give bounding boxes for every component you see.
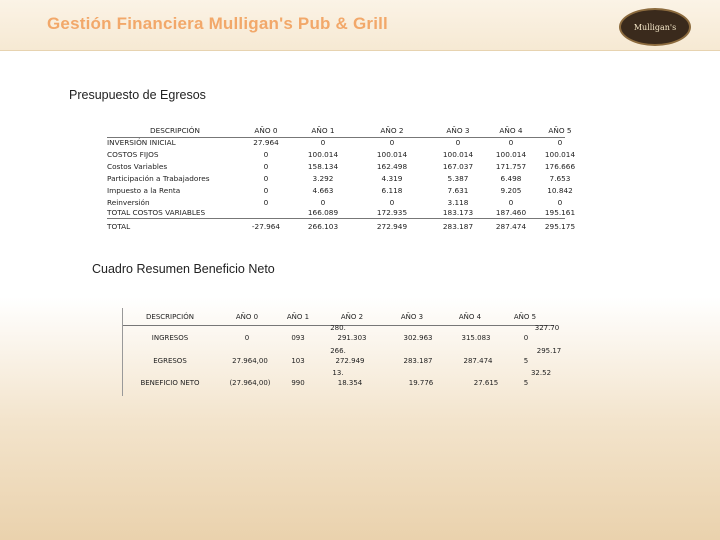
table-cell: 7.653 — [549, 174, 571, 183]
table-cell: 100.014 — [495, 150, 527, 159]
col-ano-4: AÑO 4 — [499, 126, 523, 135]
table-cell: 4.319 — [381, 174, 403, 183]
table-cell: 167.037 — [442, 162, 474, 171]
table-cell: 272.949 — [335, 357, 365, 365]
table-cell: 171.757 — [495, 162, 527, 171]
table-cell: 0 — [263, 162, 269, 171]
table-cell: 266.103 — [307, 222, 339, 231]
table-cell: 13. — [332, 369, 344, 377]
table-cell: 0 — [263, 174, 269, 183]
col-ano-3: AÑO 3 — [400, 313, 424, 321]
row-label: Participación a Trabajadores — [107, 174, 210, 183]
table-cell: 27.964,00 — [232, 357, 268, 365]
row-label: COSTOS FIJOS — [107, 150, 159, 159]
table-cell: 6.498 — [500, 174, 522, 183]
row-label: Costos Variables — [107, 162, 168, 171]
table-cell: 291.303 — [337, 334, 367, 342]
table-cell: 172.935 — [376, 208, 408, 217]
egresos-total-rule — [107, 218, 565, 219]
table-cell: 0 — [320, 138, 326, 147]
table-cell: 990 — [291, 379, 305, 387]
table-cell: 5.387 — [447, 174, 469, 183]
table-cell: 0 — [263, 186, 269, 195]
row-label: TOTAL — [107, 222, 131, 231]
table-cell: 283.187 — [442, 222, 474, 231]
col-ano-4: AÑO 4 — [458, 313, 482, 321]
table-cell: 266. — [330, 347, 346, 355]
table-cell: 0 — [523, 334, 529, 342]
table-cell: 302.963 — [403, 334, 433, 342]
table-cell: 280. — [330, 324, 346, 332]
col-ano-3: AÑO 3 — [446, 126, 470, 135]
header-band — [0, 0, 720, 51]
table-cell: 0 — [263, 198, 269, 207]
col-ano-0: AÑO 0 — [235, 313, 259, 321]
egresos-title: Presupuesto de Egresos — [69, 88, 206, 102]
table-cell: 4.663 — [312, 186, 334, 195]
table-cell: 100.014 — [442, 150, 474, 159]
col-ano-1: AÑO 1 — [286, 313, 310, 321]
table-cell: 3.292 — [312, 174, 334, 183]
table-cell: 272.949 — [376, 222, 408, 231]
table-cell: -27.964 — [251, 222, 281, 231]
table-cell: 18.354 — [337, 379, 363, 387]
table-cell: 6.118 — [381, 186, 403, 195]
table-cell: 176.666 — [544, 162, 576, 171]
table-cell: 3.118 — [447, 198, 469, 207]
table-cell: 0 — [389, 198, 395, 207]
row-label: Impuesto a la Renta — [107, 186, 181, 195]
col-ano-5: AÑO 5 — [548, 126, 572, 135]
table-cell: 103 — [291, 357, 305, 365]
resumen-title: Cuadro Resumen Beneficio Neto — [92, 262, 275, 276]
mulligans-logo — [619, 8, 691, 46]
table-cell: 27.615 — [473, 379, 499, 387]
table-cell: 183.173 — [442, 208, 474, 217]
table-cell: 32.52 — [530, 369, 552, 377]
table-cell: 195.161 — [544, 208, 576, 217]
col-descripcion: DESCRIPCIÓN — [146, 313, 194, 321]
table-cell: 0 — [557, 138, 563, 147]
header-title: Gestión Financiera Mulligan's Pub & Grill — [47, 14, 388, 33]
table-cell: 315.083 — [461, 334, 491, 342]
table-cell: 327.70 — [534, 324, 560, 332]
table-cell: 100.014 — [307, 150, 339, 159]
table-cell: 0 — [389, 138, 395, 147]
table-cell: 100.014 — [544, 150, 576, 159]
table-cell: (27.964,00) — [229, 379, 271, 387]
logo-text: Mulligan's — [633, 22, 677, 32]
table-cell: 7.631 — [447, 186, 469, 195]
col-ano-2: AÑO 2 — [380, 126, 404, 135]
table-cell: 0 — [455, 138, 461, 147]
row-label: Reinversión — [107, 198, 150, 207]
table-cell: 0 — [508, 138, 514, 147]
resumen-left-rule — [122, 308, 123, 396]
table-cell: 166.089 — [307, 208, 339, 217]
table-cell: 9.205 — [500, 186, 522, 195]
table-cell: 5 — [523, 379, 529, 387]
row-label: INVERSIÓN INICIAL — [107, 138, 176, 147]
table-cell: 283.187 — [403, 357, 433, 365]
col-descripcion: DESCRIPCIÓN — [149, 126, 201, 135]
row-label: TOTAL COSTOS VARIABLES — [107, 208, 206, 217]
col-ano-0: AÑO 0 — [254, 126, 278, 135]
row-label-ingresos: INGRESOS — [151, 334, 189, 342]
table-cell: 100.014 — [376, 150, 408, 159]
table-cell: 287.474 — [495, 222, 527, 231]
table-cell: 162.498 — [376, 162, 408, 171]
table-cell: 5 — [523, 357, 529, 365]
table-cell: 287.474 — [463, 357, 493, 365]
table-cell: 0 — [320, 198, 326, 207]
table-cell: 0 — [263, 150, 269, 159]
row-label-beneficio: BENEFICIO NETO — [140, 379, 200, 387]
col-ano-2: AÑO 2 — [340, 313, 364, 321]
table-cell: 0 — [557, 198, 563, 207]
table-cell: 295.17 — [536, 347, 562, 355]
table-cell: 295.175 — [544, 222, 576, 231]
table-cell: 10.842 — [547, 186, 573, 195]
table-cell: 158.134 — [307, 162, 339, 171]
table-cell: 093 — [291, 334, 305, 342]
table-cell: 0 — [244, 334, 250, 342]
table-cell: 187.460 — [495, 208, 527, 217]
table-cell: 0 — [508, 198, 514, 207]
table-cell: 19.776 — [408, 379, 434, 387]
table-cell: 27.964 — [253, 138, 279, 147]
col-ano-1: AÑO 1 — [311, 126, 335, 135]
row-label-egresos: EGRESOS — [153, 357, 187, 365]
col-ano-5: AÑO 5 — [513, 313, 537, 321]
